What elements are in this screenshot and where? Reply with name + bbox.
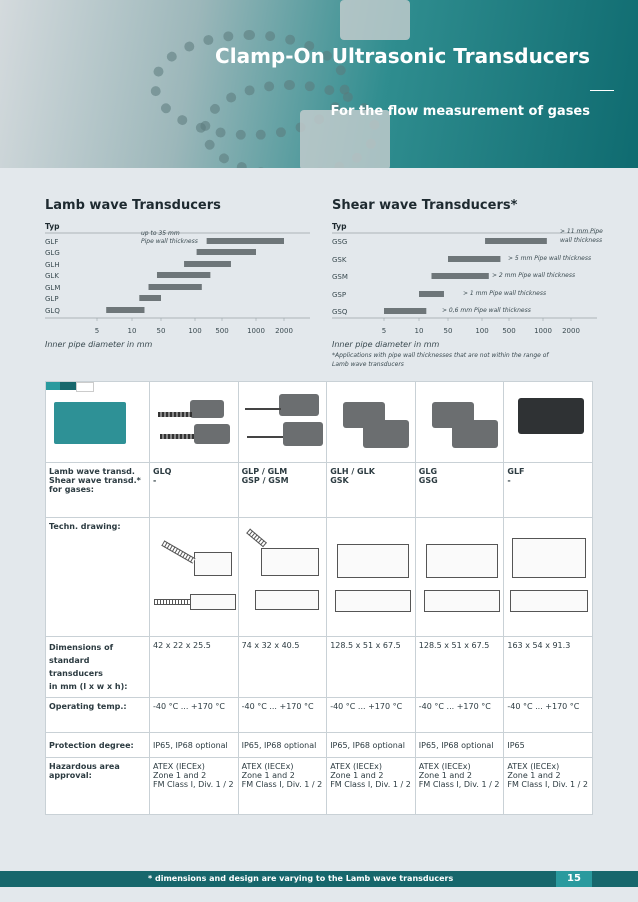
dimensions-cell: 128.5 x 51 x 67.5 (327, 637, 416, 698)
x-tick-label: 100 (475, 327, 489, 335)
x-tick-label: 50 (443, 327, 453, 335)
temperature-cell: -40 °C ... +170 °C (327, 698, 416, 733)
range-bar (139, 295, 161, 301)
hero-banner (0, 0, 638, 168)
range-bar (106, 307, 144, 313)
spec-table (45, 381, 593, 815)
hazard-cell: ATEX (IECEx) Zone 1 and 2 FM Class I, Div. 1 / 2 (238, 758, 327, 815)
dimensions-cell: 128.5 x 51 x 67.5 (415, 637, 504, 698)
hazard-cell: ATEX (IECEx) Zone 1 and 2 FM Class I, Div. 1 / 2 (150, 758, 239, 815)
product-photo-glh (327, 382, 416, 463)
hazard-cell: ATEX (IECEx) Zone 1 and 2 FM Class I, Div. 1 / 2 (327, 758, 416, 815)
model-cell: GLP / GLM GSP / GSM (238, 463, 327, 518)
product-photo-glf (504, 382, 593, 463)
category-label: GSQ (332, 308, 348, 316)
range-bar (448, 256, 500, 262)
drawing-row-label: Techn. drawing: (46, 518, 150, 637)
model-cell: GLG GSG (415, 463, 504, 518)
x-tick-label: 10 (414, 327, 424, 335)
hazard-row (46, 758, 593, 815)
model-cell: GLQ - (150, 463, 239, 518)
tech-drawing-glh (327, 518, 416, 637)
temperature-cell: -40 °C ... +170 °C (238, 698, 327, 733)
protection-cell: IP65, IP68 optional (415, 733, 504, 758)
protection-cell: IP65, IP68 optional (327, 733, 416, 758)
category-label: GLQ (45, 307, 60, 315)
range-bar (207, 238, 284, 244)
tech-drawing-glg (415, 518, 504, 637)
x-tick-label: 1000 (534, 327, 552, 335)
model-cell: GLF - (504, 463, 593, 518)
y-axis-title: Typ (332, 222, 347, 231)
product-photo-glg (415, 382, 504, 463)
range-bar (157, 272, 210, 278)
model-cell: GLH / GLK GSK (327, 463, 416, 518)
lamb-chart-svg (45, 218, 315, 340)
range-bar (184, 261, 231, 267)
protection-row-label: Protection degree: (46, 733, 150, 758)
category-label: GSK (332, 256, 347, 264)
range-bar (149, 284, 202, 290)
lamb-x-caption: Inner pipe diameter in mm (45, 340, 153, 349)
category-label: GLM (45, 284, 61, 292)
x-tick-label: 100 (188, 327, 202, 335)
tech-drawing-glf (504, 518, 593, 637)
annotation-label: Pipe wall thickness (141, 238, 198, 245)
x-tick-label: 500 (215, 327, 229, 335)
drawing-row (46, 518, 593, 637)
category-label: GLP (45, 295, 59, 303)
model-row (46, 463, 593, 518)
page-title: Clamp-On Ultrasonic Transducers (215, 44, 590, 68)
x-tick-label: 2000 (562, 327, 580, 335)
shear-chart-svg (332, 218, 602, 340)
temperature-cell: -40 °C ... +170 °C (504, 698, 593, 733)
x-tick-label: 5 (381, 327, 387, 335)
footer-note: * dimensions and design are varying to the Lamb wave transducers (148, 874, 454, 883)
tech-drawing-glq (150, 518, 239, 637)
lamb-section-title: Lamb wave Transducers (45, 198, 221, 213)
temperature-row-label: Operating temp.: (46, 698, 150, 733)
x-tick-label: 2000 (275, 327, 293, 335)
x-tick-label: 1000 (247, 327, 265, 335)
x-tick-label: 10 (127, 327, 137, 335)
protection-row (46, 733, 593, 758)
protection-cell: IP65, IP68 optional (150, 733, 239, 758)
product-photo-glp (238, 382, 327, 463)
category-label: GSM (332, 273, 348, 281)
title-divider (590, 90, 614, 91)
color-tabs (46, 382, 94, 390)
annotation-label: > 2 mm Pipe wall thickness (492, 272, 576, 279)
pipe-illustration (54, 402, 126, 444)
dimensions-cell: 42 x 22 x 25.5 (150, 637, 239, 698)
category-label: GSP (332, 291, 347, 299)
category-label: GLF (45, 238, 59, 246)
annotation-label: > 0,6 mm Pipe wall thickness (442, 307, 531, 314)
tech-drawing-glp (238, 518, 327, 637)
annotation-label: > 11 mm Pipe (560, 228, 603, 235)
page-subtitle: For the flow measurement of gases (330, 104, 590, 119)
category-label: GLH (45, 261, 60, 269)
category-label: GSG (332, 238, 348, 246)
annotation-label: up to 35 mm (141, 230, 180, 237)
range-bar (197, 249, 256, 255)
dimensions-cell: 163 x 54 x 91.3 (504, 637, 593, 698)
pipe-illustration-cell (46, 382, 150, 463)
page-number: 15 (556, 871, 592, 887)
temperature-row (46, 698, 593, 733)
category-label: GLK (45, 272, 59, 280)
dimensions-row (46, 637, 593, 698)
dimensions-row-label: Dimensions of standard transducers in mm (l x w x h): (46, 637, 150, 698)
shear-footnote: *Applications with pipe wall thicknesses that are not within the range of Lamb wave transducers (332, 352, 549, 368)
protection-cell: IP65, IP68 optional (238, 733, 327, 758)
temperature-cell: -40 °C ... +170 °C (415, 698, 504, 733)
annotation-label: > 5 mm Pipe wall thickness (508, 255, 592, 262)
protection-cell: IP65 (504, 733, 593, 758)
annotation-label: wall thickness (560, 237, 603, 244)
product-photo-glq (150, 382, 239, 463)
range-bar (485, 238, 547, 244)
temperature-cell: -40 °C ... +170 °C (150, 698, 239, 733)
model-row-label: Lamb wave transd. Shear wave transd.* for gases: (46, 463, 150, 518)
transducer-photo (340, 0, 410, 40)
photo-row (46, 382, 593, 463)
hazard-row-label: Hazardous area approval: (46, 758, 150, 815)
category-label: GLG (45, 249, 60, 257)
shear-x-caption: Inner pipe diameter in mm (332, 340, 440, 349)
hazard-cell: ATEX (IECEx) Zone 1 and 2 FM Class I, Div. 1 / 2 (504, 758, 593, 815)
hazard-cell: ATEX (IECEx) Zone 1 and 2 FM Class I, Div. 1 / 2 (415, 758, 504, 815)
shear-section-title: Shear wave Transducers* (332, 198, 518, 213)
dimensions-cell: 74 x 32 x 40.5 (238, 637, 327, 698)
y-axis-title: Typ (45, 222, 60, 231)
range-bar (431, 273, 488, 279)
x-tick-label: 500 (502, 327, 516, 335)
range-bar (419, 291, 444, 297)
x-tick-label: 50 (156, 327, 166, 335)
x-tick-label: 5 (94, 327, 100, 335)
range-bar (384, 308, 426, 314)
annotation-label: > 1 mm Pipe wall thickness (463, 290, 547, 297)
